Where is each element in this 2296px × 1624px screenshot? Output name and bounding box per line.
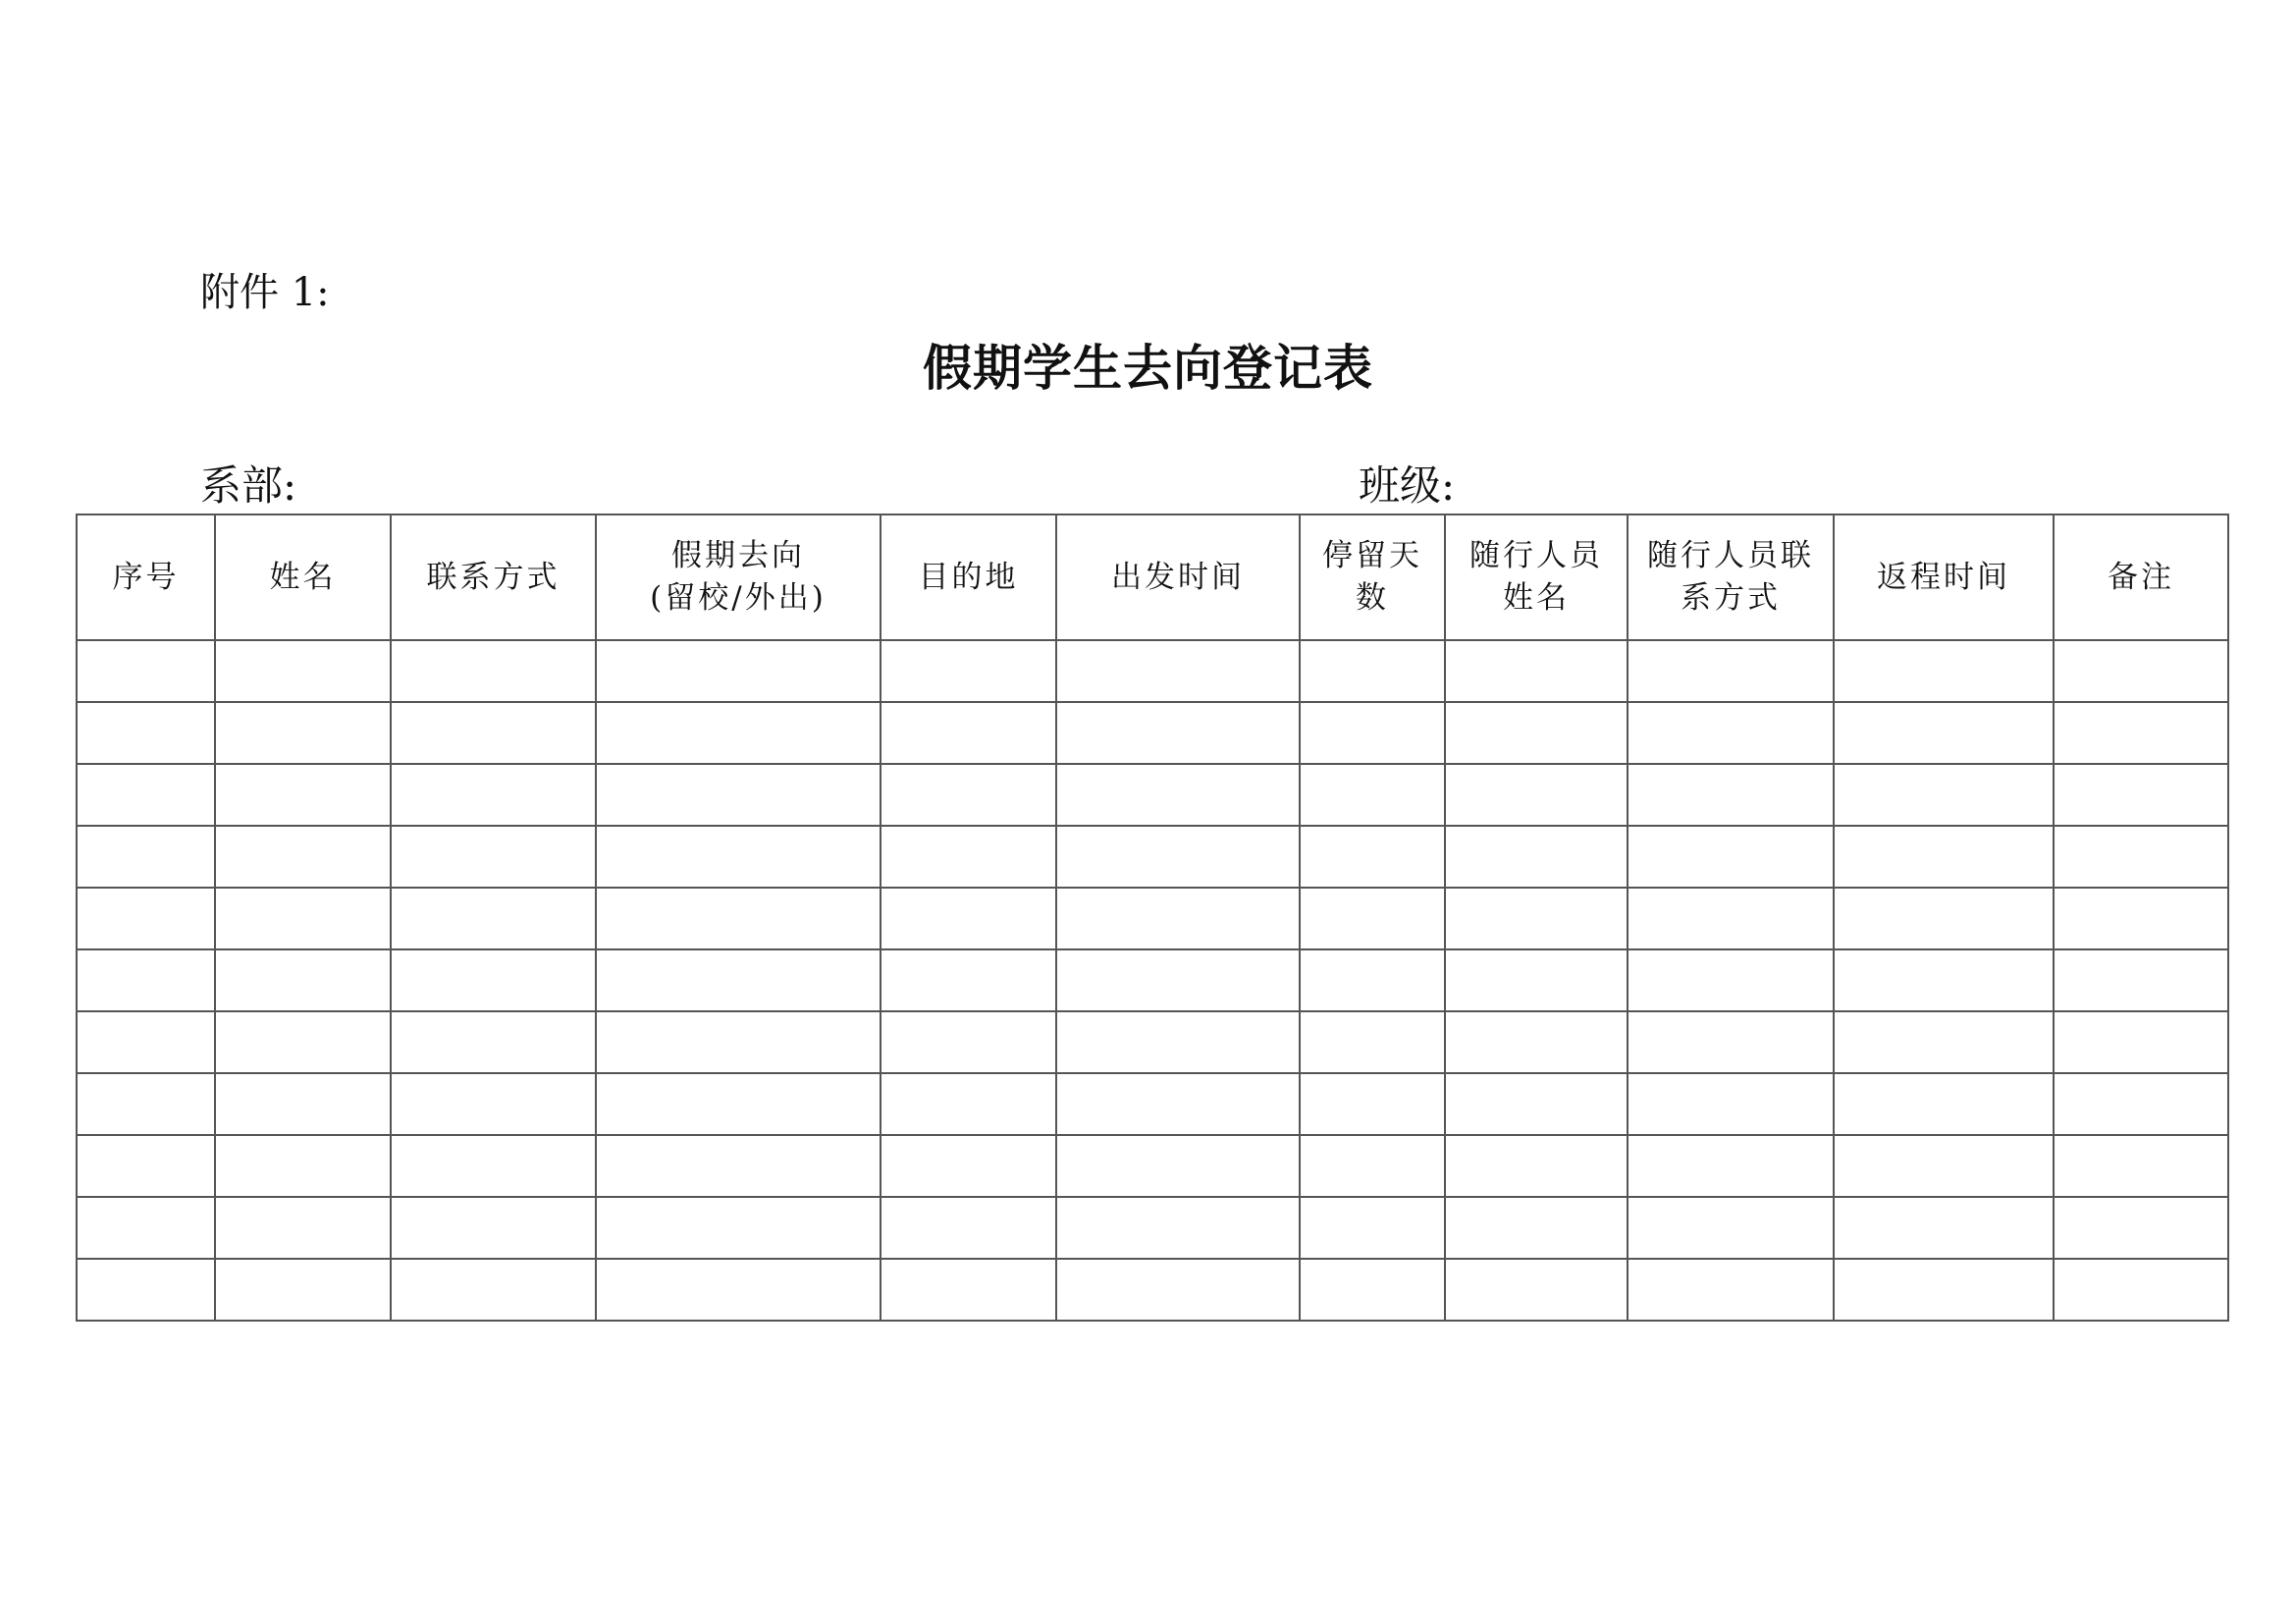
table-cell[interactable] bbox=[215, 1135, 391, 1197]
table-cell[interactable] bbox=[1628, 1135, 1834, 1197]
table-cell[interactable] bbox=[215, 1073, 391, 1135]
table-cell[interactable] bbox=[77, 826, 215, 888]
table-cell[interactable] bbox=[2054, 702, 2228, 764]
table-cell[interactable] bbox=[1628, 702, 1834, 764]
table-cell[interactable] bbox=[1300, 1011, 1445, 1073]
table-cell[interactable] bbox=[77, 764, 215, 826]
table-cell[interactable] bbox=[881, 640, 1056, 702]
table-cell[interactable] bbox=[1300, 826, 1445, 888]
table-cell[interactable] bbox=[2054, 888, 2228, 949]
table-row bbox=[77, 826, 2228, 888]
table-cell[interactable] bbox=[2054, 1135, 2228, 1197]
table-cell[interactable] bbox=[1300, 764, 1445, 826]
table-cell[interactable] bbox=[1056, 764, 1300, 826]
table-cell[interactable] bbox=[1445, 888, 1628, 949]
table-cell[interactable] bbox=[2054, 764, 2228, 826]
table-cell[interactable] bbox=[881, 702, 1056, 764]
table-cell[interactable] bbox=[1834, 826, 2054, 888]
table-row bbox=[77, 1197, 2228, 1259]
table-cell[interactable] bbox=[77, 888, 215, 949]
table-cell[interactable] bbox=[77, 640, 215, 702]
column-header-contact: 联系方式 bbox=[391, 514, 596, 640]
table-cell[interactable] bbox=[1445, 826, 1628, 888]
table-cell[interactable] bbox=[1056, 1197, 1300, 1259]
table-cell[interactable] bbox=[77, 1073, 215, 1135]
table-cell[interactable] bbox=[1834, 1135, 2054, 1197]
table-cell[interactable] bbox=[1300, 888, 1445, 949]
table-cell[interactable] bbox=[2054, 1197, 2228, 1259]
table-cell[interactable] bbox=[77, 1197, 215, 1259]
table-cell[interactable] bbox=[1445, 949, 1628, 1011]
table-cell[interactable] bbox=[1056, 1135, 1300, 1197]
table-cell[interactable] bbox=[77, 949, 215, 1011]
table-cell[interactable] bbox=[1056, 826, 1300, 888]
table-cell[interactable] bbox=[391, 826, 596, 888]
table-cell[interactable] bbox=[881, 826, 1056, 888]
table-cell[interactable] bbox=[881, 1073, 1056, 1135]
table-row bbox=[77, 640, 2228, 702]
table-cell[interactable] bbox=[1834, 1197, 2054, 1259]
class-label: 班级: bbox=[1359, 461, 1456, 510]
table-cell[interactable] bbox=[596, 888, 881, 949]
table-cell[interactable] bbox=[1445, 764, 1628, 826]
column-header-companion-name: 随行人员 姓名 bbox=[1445, 514, 1628, 640]
table-cell[interactable] bbox=[596, 640, 881, 702]
table-cell[interactable] bbox=[1056, 1073, 1300, 1135]
column-header-departure-time: 出发时间 bbox=[1056, 514, 1300, 640]
table-cell[interactable] bbox=[881, 1011, 1056, 1073]
table-cell[interactable] bbox=[77, 1135, 215, 1197]
table-cell[interactable] bbox=[1834, 1011, 2054, 1073]
table-cell[interactable] bbox=[391, 1197, 596, 1259]
table-cell[interactable] bbox=[1834, 949, 2054, 1011]
table-cell[interactable] bbox=[2054, 949, 2228, 1011]
table-cell[interactable] bbox=[1300, 640, 1445, 702]
table-cell[interactable] bbox=[1628, 764, 1834, 826]
table-cell[interactable] bbox=[1300, 702, 1445, 764]
table-cell[interactable] bbox=[1628, 949, 1834, 1011]
table-cell[interactable] bbox=[1834, 702, 2054, 764]
table-cell[interactable] bbox=[881, 888, 1056, 949]
table-cell[interactable] bbox=[391, 1135, 596, 1197]
table-cell[interactable] bbox=[596, 826, 881, 888]
column-header-companion-contact: 随行人员联 系方式 bbox=[1628, 514, 1834, 640]
table-cell[interactable] bbox=[1834, 764, 2054, 826]
table-row bbox=[77, 1135, 2228, 1197]
column-header-name: 姓名 bbox=[215, 514, 391, 640]
table-cell[interactable] bbox=[881, 1135, 1056, 1197]
table-cell[interactable] bbox=[77, 1259, 215, 1321]
table-cell[interactable] bbox=[215, 888, 391, 949]
table-cell[interactable] bbox=[391, 949, 596, 1011]
column-header-holiday-whereabouts: 假期去向 (留校/外出) bbox=[596, 514, 881, 640]
table-cell[interactable] bbox=[2054, 826, 2228, 888]
table-cell[interactable] bbox=[1628, 1259, 1834, 1321]
table-cell[interactable] bbox=[1300, 1197, 1445, 1259]
table-cell[interactable] bbox=[215, 1197, 391, 1259]
table-cell[interactable] bbox=[2054, 640, 2228, 702]
table-cell[interactable] bbox=[1445, 1073, 1628, 1135]
table-cell[interactable] bbox=[391, 640, 596, 702]
table-cell[interactable] bbox=[215, 1259, 391, 1321]
table-cell[interactable] bbox=[215, 1011, 391, 1073]
table-row bbox=[77, 1259, 2228, 1321]
table-body bbox=[77, 640, 2228, 1321]
table-cell[interactable] bbox=[391, 1011, 596, 1073]
table-cell[interactable] bbox=[1834, 888, 2054, 949]
table-row bbox=[77, 888, 2228, 949]
page-title: 假期学生去向登记表 bbox=[923, 339, 1373, 397]
table-cell[interactable] bbox=[1445, 1011, 1628, 1073]
table-cell[interactable] bbox=[215, 826, 391, 888]
table-cell[interactable] bbox=[1628, 640, 1834, 702]
table-cell[interactable] bbox=[596, 1135, 881, 1197]
table-row bbox=[77, 1073, 2228, 1135]
table-cell[interactable] bbox=[391, 1259, 596, 1321]
column-header-return-time: 返程时间 bbox=[1834, 514, 2054, 640]
table-cell[interactable] bbox=[1056, 949, 1300, 1011]
table-cell[interactable] bbox=[596, 1197, 881, 1259]
registration-table bbox=[76, 514, 2229, 1322]
table-cell[interactable] bbox=[1056, 640, 1300, 702]
table-cell[interactable] bbox=[881, 764, 1056, 826]
table-row bbox=[77, 764, 2228, 826]
table-cell[interactable] bbox=[77, 1011, 215, 1073]
table-cell[interactable] bbox=[1056, 1011, 1300, 1073]
table-cell[interactable] bbox=[1056, 1259, 1300, 1321]
table-cell[interactable] bbox=[1300, 949, 1445, 1011]
table-cell[interactable] bbox=[391, 1073, 596, 1135]
table-cell[interactable] bbox=[77, 702, 215, 764]
table-cell[interactable] bbox=[881, 949, 1056, 1011]
table-cell[interactable] bbox=[596, 1073, 881, 1135]
table-cell[interactable] bbox=[391, 764, 596, 826]
table-cell[interactable] bbox=[1628, 826, 1834, 888]
table-cell[interactable] bbox=[1834, 1073, 2054, 1135]
table-cell[interactable] bbox=[1300, 1135, 1445, 1197]
table-cell[interactable] bbox=[1834, 1259, 2054, 1321]
table-cell[interactable] bbox=[596, 764, 881, 826]
table-cell[interactable] bbox=[1445, 640, 1628, 702]
table-cell[interactable] bbox=[596, 1259, 881, 1321]
table-cell[interactable] bbox=[596, 702, 881, 764]
table-cell[interactable] bbox=[1628, 1197, 1834, 1259]
column-header-index: 序号 bbox=[77, 514, 215, 640]
table-cell[interactable] bbox=[881, 1197, 1056, 1259]
table-cell[interactable] bbox=[1056, 702, 1300, 764]
table-cell[interactable] bbox=[391, 888, 596, 949]
table-cell[interactable] bbox=[596, 949, 881, 1011]
table-cell[interactable] bbox=[1445, 1135, 1628, 1197]
table-cell[interactable] bbox=[1628, 888, 1834, 949]
column-header-stay-days: 停留天 数 bbox=[1300, 514, 1445, 640]
table-cell[interactable] bbox=[2054, 1259, 2228, 1321]
table-cell[interactable] bbox=[1056, 888, 1300, 949]
table-cell[interactable] bbox=[2054, 1073, 2228, 1135]
table-cell[interactable] bbox=[215, 702, 391, 764]
table-cell[interactable] bbox=[1445, 1197, 1628, 1259]
table-row bbox=[77, 1011, 2228, 1073]
table-cell[interactable] bbox=[1445, 702, 1628, 764]
table-row bbox=[77, 702, 2228, 764]
table-cell[interactable] bbox=[1300, 1259, 1445, 1321]
table-header-row bbox=[77, 514, 2228, 640]
table-cell[interactable] bbox=[1834, 640, 2054, 702]
table-cell[interactable] bbox=[215, 949, 391, 1011]
table-cell[interactable] bbox=[596, 1011, 881, 1073]
table-cell[interactable] bbox=[1628, 1011, 1834, 1073]
table-cell[interactable] bbox=[881, 1259, 1056, 1321]
table-cell[interactable] bbox=[215, 640, 391, 702]
table-cell[interactable] bbox=[1445, 1259, 1628, 1321]
table-row bbox=[77, 949, 2228, 1011]
attachment-label: 附件 1: bbox=[200, 270, 330, 315]
column-header-destination: 目的地 bbox=[881, 514, 1056, 640]
table-cell[interactable] bbox=[391, 702, 596, 764]
column-header-remarks: 备注 bbox=[2054, 514, 2228, 640]
table-cell[interactable] bbox=[215, 764, 391, 826]
table-cell[interactable] bbox=[1300, 1073, 1445, 1135]
table-cell[interactable] bbox=[1628, 1073, 1834, 1135]
table-cell[interactable] bbox=[2054, 1011, 2228, 1073]
department-label: 系部: bbox=[200, 461, 297, 510]
